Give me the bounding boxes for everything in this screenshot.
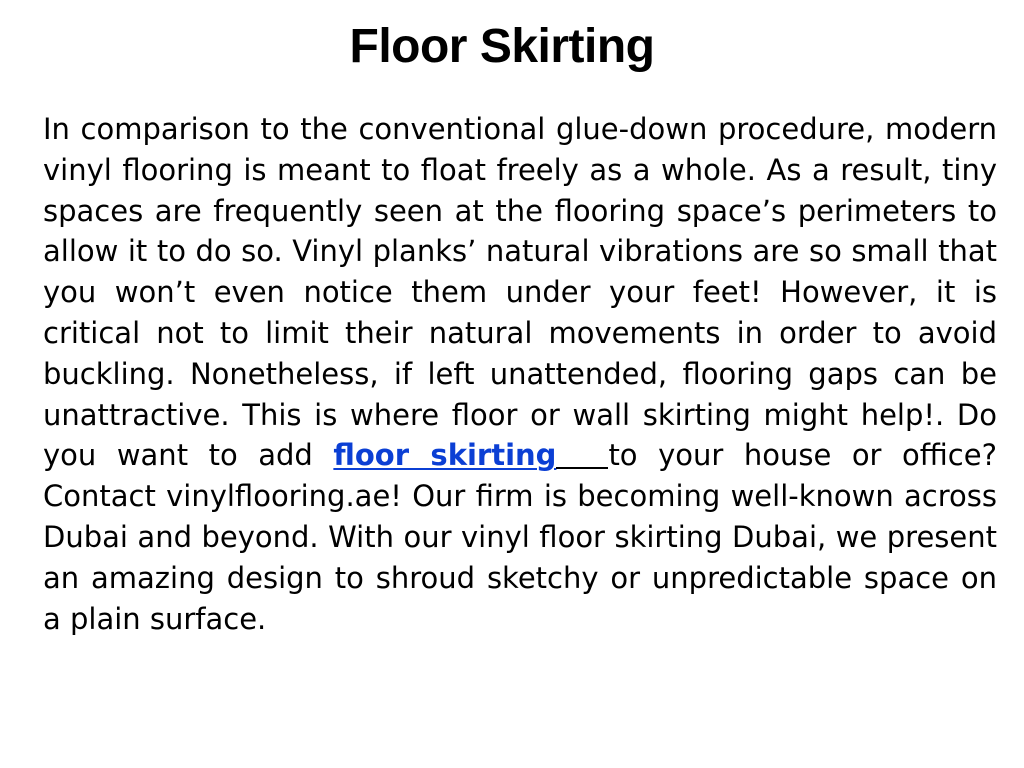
paragraph-text-after-link: to your house or office? Contact vinylflooring.ae! Our firm is becoming well-known across Dubai and beyond. With our vinyl floor skirting Dubai, we present an amazing design to shroud sketchy or unpredictable space on a plain surface. — [43, 438, 997, 636]
page-title: Floor Skirting — [349, 20, 655, 73]
floor-skirting-link[interactable]: floor skirting — [333, 438, 557, 473]
paragraph-text-before-link: In comparison to the conventional glue-down procedure, modern vinyl flooring is meant to float freely as a whole. As a result, tiny spaces are frequently seen at the flooring space’s perimeters to allow it to do so. Vinyl planks’ natural vibrations are so small that you won’t even notice them under your feet! However, it is critical not to limit their natural movements in order to avoid buckling. Nonetheless, if left unattended, flooring gaps can be unattractive. This is where floor or wall skirting might help!. Do you want to add — [43, 112, 997, 473]
link-underline-gap — [556, 465, 608, 469]
body-paragraph — [43, 109, 997, 639]
